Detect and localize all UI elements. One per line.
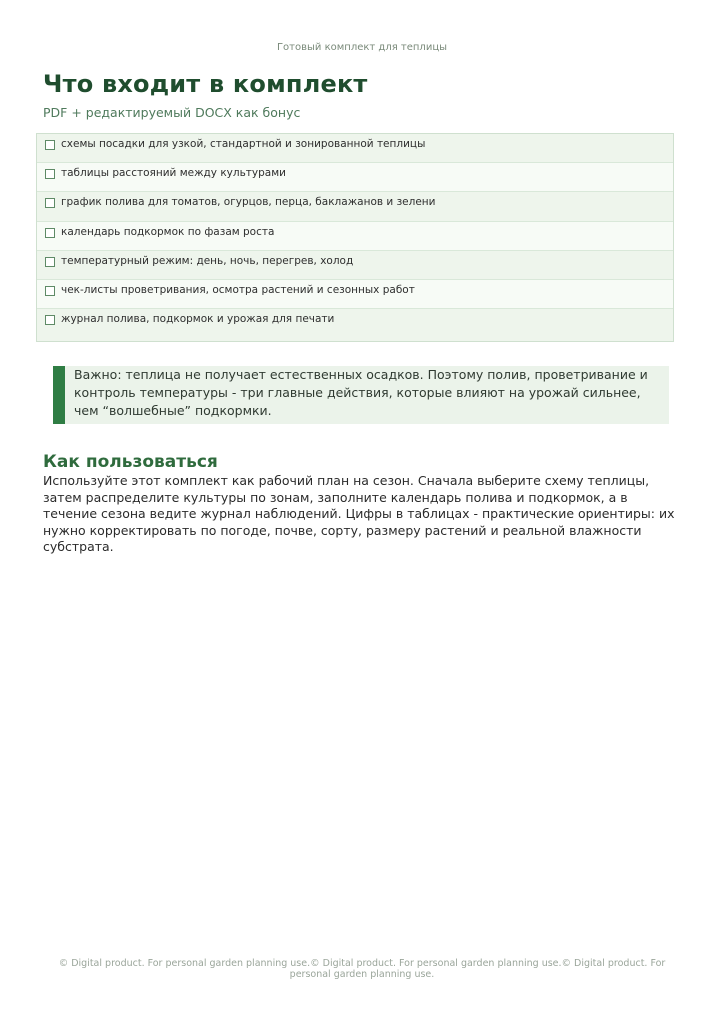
checklist-item[interactable] xyxy=(37,222,673,251)
page-subtitle: PDF + редактируемый DOCX как бонус xyxy=(43,105,301,120)
checklist-item[interactable] xyxy=(37,163,673,192)
howto-title: Как пользоваться xyxy=(43,452,218,472)
checkbox-icon[interactable] xyxy=(45,198,55,208)
checklist-item-label: график полива для томатов, огурцов, перца, баклажанов и зелени xyxy=(61,196,436,209)
checklist-item-label: чек-листы проветривания, осмотра растений и сезонных работ xyxy=(61,283,415,296)
checklist-item-label: календарь подкормок по фазам роста xyxy=(61,225,275,238)
kit-checklist xyxy=(36,133,674,342)
checklist-item-label: схемы посадки для узкой, стандартной и зонированной теплицы xyxy=(61,138,426,150)
checklist-item-label: журнал полива, подкормок и урожая для печати xyxy=(61,313,335,326)
checklist-item[interactable] xyxy=(37,280,673,309)
checklist-item[interactable] xyxy=(37,134,673,163)
page-header-caption: Готовый комплект для теплицы xyxy=(276,42,448,53)
checkbox-icon[interactable] xyxy=(45,315,55,325)
footer-copyright: © Digital product. For personal garden planning use.© Digital product. For personal garden planning use.© Digital product. For personal garden planning use. xyxy=(58,958,666,980)
checkbox-icon[interactable] xyxy=(45,228,55,238)
checkbox-icon[interactable] xyxy=(45,140,55,150)
checklist-item[interactable] xyxy=(37,192,673,221)
checklist-item[interactable] xyxy=(37,251,673,280)
howto-text: Используйте этот комплект как рабочий план на сезон. Сначала выберите схему теплицы, затем распределите культуры по зонам, заполните календарь полива и подкормок, а в течение сезона ведите журнал наблюдений. Цифры в таблицах - практические ориентиры: их нужно корректировать по погоде, почве, сорту, размеру растений и реальной влажности субстрата. xyxy=(43,473,675,554)
checklist-item-label: температурный режим: день, ночь, перегрев, холод xyxy=(61,254,354,267)
checkbox-icon[interactable] xyxy=(45,257,55,267)
checkbox-icon[interactable] xyxy=(45,286,55,296)
checklist-item-label: таблицы расстояний между культурами xyxy=(61,167,286,180)
important-notice: Важно: теплица не получает естественных осадков. Поэтому полив, проветривание и контроль температуры - три главные действия, которые влияют на урожай сильнее, чем “волшебные” подкормки. xyxy=(53,366,669,424)
page-title: Что входит в комплект xyxy=(43,70,368,98)
checkbox-icon[interactable] xyxy=(45,169,55,179)
checklist-item[interactable] xyxy=(37,309,673,341)
